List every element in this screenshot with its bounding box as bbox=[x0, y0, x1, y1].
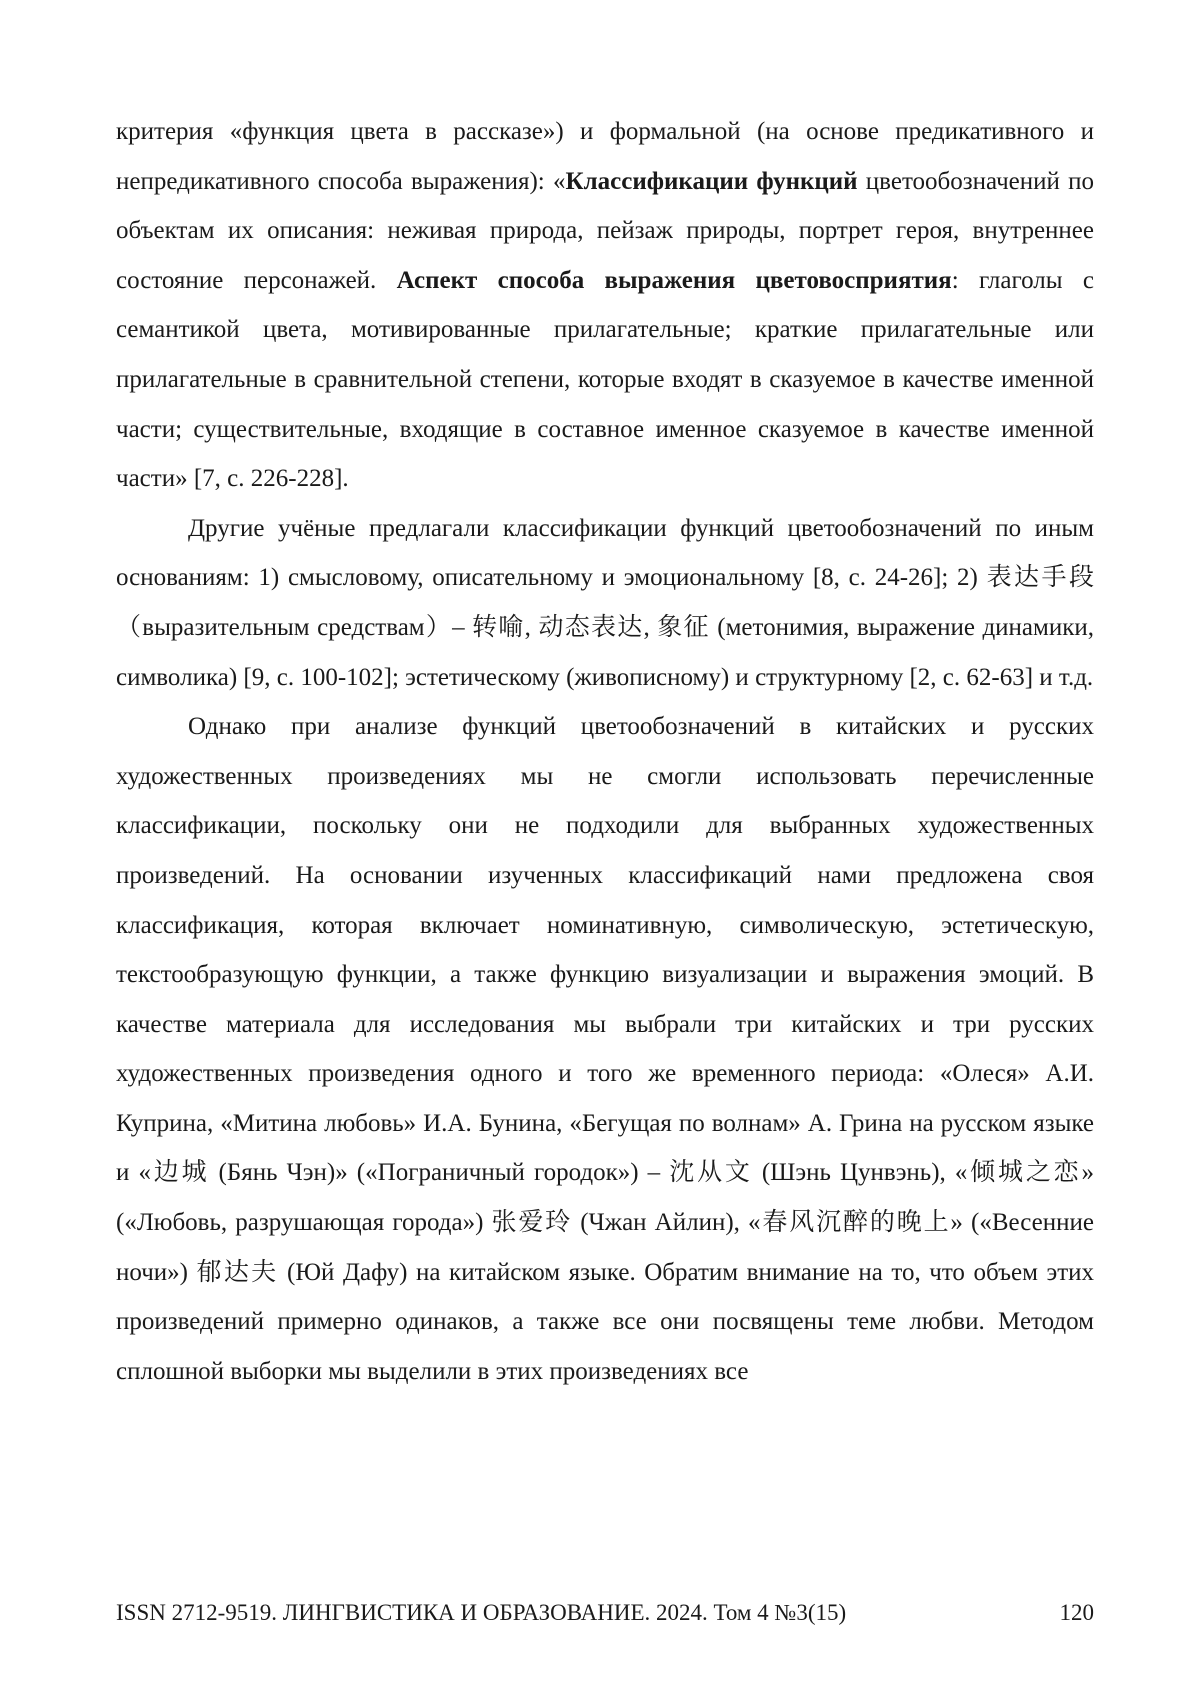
text-segment: Другие учёные предлагали классификации функций цветообозначений по иным основаниям: 1) смысловому, описательному и эмоциональному [8, с. 24-26]; 2) 表达手段（выразительным средствам）– 转喻, 动态表达, 象征 (метонимия, выражение динамики, символика) [9, с. 100-102]; эстетическому (живописному) и структурному [2, с. 62-63] и т.д. bbox=[116, 515, 1094, 691]
text-segment: : глаголы с семантикой цвета, мотивированные прилагательные; краткие прилагательные или прилагательные в сравнительной степени, которые входят в сказуемое в качестве именной части; существительные, входящие в составное именное сказуемое в качестве именной части» [7, с. 226-228]. bbox=[116, 267, 1094, 492]
journal-info: ISSN 2712-9519. ЛИНГВИСТИКА И ОБРАЗОВАНИЕ. 2024. Том 4 №3(15) bbox=[116, 1598, 846, 1628]
page-number: 120 bbox=[1060, 1598, 1095, 1628]
bold-term: Классификации функций bbox=[565, 168, 857, 195]
page-body bbox=[116, 107, 1094, 1396]
text-segment: цветообозначений по объектам их описания: неживая природа, пейзаж природы, портрет героя, внутреннее состояние персонажей. bbox=[116, 168, 1094, 294]
bold-term: Аспект способа выражения цветовосприятия bbox=[397, 267, 952, 294]
paragraph bbox=[116, 107, 1094, 504]
page-footer bbox=[116, 1598, 1094, 1628]
paragraph bbox=[116, 504, 1094, 702]
text-segment: критерия «функция цвета в рассказе») и формальной (на основе предикативного и непредикативного способа выражения): « bbox=[116, 118, 1094, 195]
paragraph bbox=[116, 702, 1094, 1396]
text-segment: Однако при анализе функций цветообозначений в китайских и русских художественных произведениях мы не смогли использовать перечисленные классификации, поскольку они не подходили для выбранных художественных произведений. На основании изученных классификаций нами предложена своя классификация, которая включает номинативную, символическую, эстетическую, текстообразующую функции, а также функцию визуализации и выражения эмоций. В качестве материала для исследования мы выбрали три китайских и три русских художественных произведения одного и того же временного периода: «Олеся» А.И. Куприна, «Митина любовь» И.А. Бунина, «Бегущая по волнам» А. Грина на русском языке и «边城 (Бянь Чэн)» («Пограничный городок») – 沈从文 (Шэнь Цунвэнь), «倾城之恋» («Любовь, разрушающая города») 张爱玲 (Чжан Айлин), «春风沉醉的晚上» («Весенние ночи») 郁达夫 (Юй Дафу) на китайском языке. Обратим внимание на то, что объем этих произведений примерно одинаков, а также все они посвящены теме любви. Методом сплошной выборки мы выделили в этих произведениях все bbox=[116, 713, 1094, 1385]
